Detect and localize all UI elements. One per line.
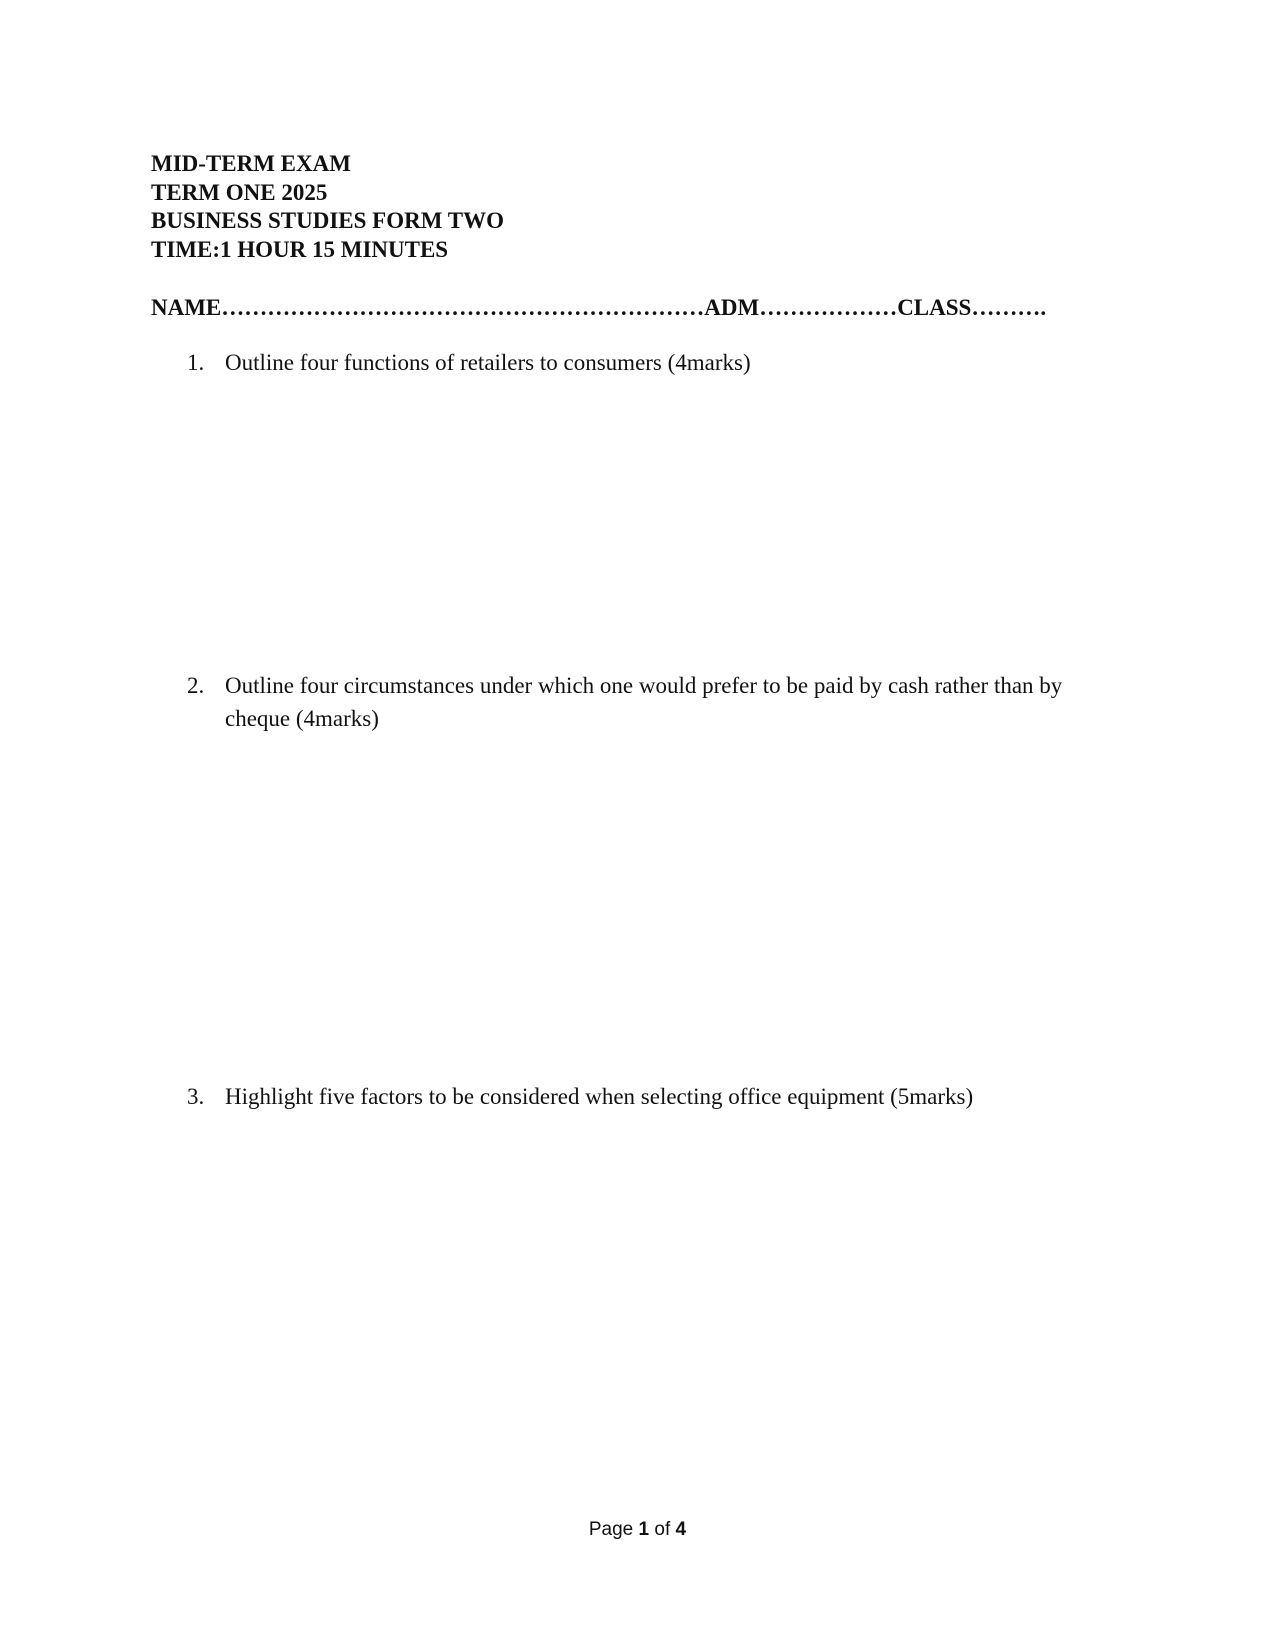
question-number: 2.	[187, 673, 205, 698]
current-page-number: 1	[638, 1519, 650, 1540]
exam-term: TERM ONE 2025	[151, 179, 328, 205]
exam-time: TIME:1 HOUR 15 MINUTES	[151, 236, 449, 262]
exam-title: MID-TERM EXAM	[151, 151, 351, 176]
of-label: of	[654, 1519, 671, 1540]
question-2	[187, 669, 1117, 735]
total-pages-number: 4	[675, 1519, 687, 1540]
exam-header	[151, 150, 504, 264]
student-details-line: NAME………………………………………………………ADM………………CLASS……….	[151, 295, 1047, 320]
question-number: 3.	[187, 1084, 205, 1109]
page-footer	[0, 1518, 1275, 1542]
page-label: Page	[588, 1519, 634, 1540]
question-text: Outline four functions of retailers to consumers (4marks)	[225, 350, 751, 375]
exam-subject: BUSINESS STUDIES FORM TWO	[151, 208, 504, 233]
question-1	[187, 346, 1117, 379]
question-3	[187, 1080, 1117, 1113]
question-text: Highlight five factors to be considered when selecting office equipment (5marks)	[225, 1084, 974, 1109]
question-text: Outline four circumstances under which one would prefer to be paid by cash rather than by cheque (4marks)	[225, 673, 1063, 731]
question-number: 1.	[187, 350, 205, 375]
